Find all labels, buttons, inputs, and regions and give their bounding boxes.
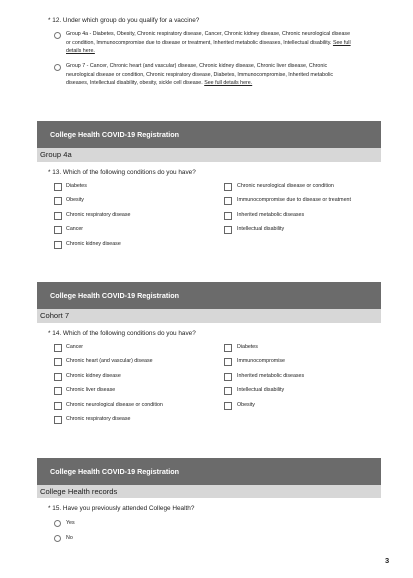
label-diabetes: Diabetes	[66, 183, 87, 189]
checkbox-cancer-c7[interactable]	[54, 344, 62, 352]
radio-group-7[interactable]	[54, 64, 61, 71]
section-subheader-cohort-7: Cohort 7	[37, 309, 381, 323]
question-15: * 15. Have you previously attended College Health?	[48, 505, 195, 512]
checkbox-intellectual-disability-c7[interactable]	[224, 387, 232, 395]
label-intellectual-disability: Intellectual disability	[237, 226, 285, 232]
label-intellectual-disability-c7: Intellectual disability	[237, 387, 285, 393]
radio-group-4a[interactable]	[54, 32, 61, 39]
label-chronic-liver: Chronic liver disease	[66, 387, 116, 393]
section-banner-2: College Health COVID-19 Registration	[37, 282, 381, 309]
checkbox-immunocompromise[interactable]	[224, 197, 232, 205]
section-subheader-college-health-records: College Health records	[37, 485, 381, 498]
checkbox-chronic-liver[interactable]	[54, 387, 62, 395]
section-subheader-group-4a: Group 4a	[37, 148, 381, 162]
checkbox-chronic-kidney-c7[interactable]	[54, 373, 62, 381]
label-chronic-kidney: Chronic kidney disease	[66, 241, 121, 247]
radio-yes[interactable]	[54, 520, 61, 527]
label-cancer-c7: Cancer	[66, 344, 84, 350]
option-group-7-line1: Group 7 - Cancer, Chronic heart (and vascular) disease, Chronic kidney disease, Chronic liver disease, Chronic	[66, 63, 328, 69]
label-chronic-respiratory-c7: Chronic respiratory disease	[66, 416, 131, 422]
checkbox-chronic-kidney[interactable]	[54, 241, 62, 249]
page-number: 3	[385, 556, 390, 565]
checkbox-chronic-respiratory[interactable]	[54, 212, 62, 220]
details-link-group-7[interactable]: See full details here.	[204, 80, 253, 87]
option-group-7-line2: neurological disease or condition, Chronic respiratory disease, Diabetes, Immunocompromise, Inherited metabolic	[66, 71, 334, 78]
radio-no[interactable]	[54, 535, 61, 542]
label-immunocompromise: Immunocompromise due to disease or treatment	[237, 197, 351, 203]
option-group-4a-line1: Group 4a - Diabetes, Obesity, Chronic respiratory disease, Cancer, Chronic kidney disease, Chronic neurological disease	[66, 31, 351, 37]
checkbox-intellectual-disability[interactable]	[224, 226, 232, 234]
checkbox-chronic-neurological[interactable]	[224, 183, 232, 191]
label-yes: Yes	[66, 520, 75, 526]
label-chronic-neurological-c7: Chronic neurological disease or condition	[66, 402, 163, 408]
option-group-4a	[66, 30, 396, 56]
section-banner-1: College Health COVID-19 Registration	[37, 121, 381, 148]
label-chronic-kidney-c7: Chronic kidney disease	[66, 373, 121, 379]
label-obesity: Obesity	[66, 197, 84, 203]
label-cancer: Cancer	[66, 226, 84, 232]
checkbox-diabetes-c7[interactable]	[224, 344, 232, 352]
checkbox-obesity-c7[interactable]	[224, 402, 232, 410]
question-13: * 13. Which of the following conditions do you have?	[48, 169, 196, 176]
label-obesity-c7: Obesity	[237, 402, 255, 408]
section-banner-3: College Health COVID-19 Registration	[37, 458, 381, 485]
checkbox-diabetes[interactable]	[54, 183, 62, 191]
checkbox-chronic-neurological-c7[interactable]	[54, 402, 62, 410]
label-chronic-respiratory: Chronic respiratory disease	[66, 212, 131, 218]
option-group-7	[66, 62, 396, 88]
checkbox-chronic-respiratory-c7[interactable]	[54, 416, 62, 424]
label-chronic-heart: Chronic heart (and vascular) disease	[66, 358, 153, 364]
question-14: * 14. Which of the following conditions do you have?	[48, 330, 196, 337]
label-inherited-metabolic-c7: Inherited metabolic diseases	[237, 373, 305, 379]
checkbox-inherited-metabolic[interactable]	[224, 212, 232, 220]
label-diabetes-c7: Diabetes	[237, 344, 258, 350]
checkbox-inherited-metabolic-c7[interactable]	[224, 373, 232, 381]
checkbox-chronic-heart[interactable]	[54, 358, 62, 366]
details-link-group-4a-cont[interactable]: details here.	[66, 48, 95, 55]
option-group-7-line3: diseases, Intellectual disability, obesity, sickle cell disease.	[66, 80, 203, 87]
question-12: * 12. Under which group do you qualify for a vaccine?	[48, 17, 200, 24]
details-link-group-4a[interactable]: See full	[332, 39, 351, 46]
checkbox-obesity[interactable]	[54, 197, 62, 205]
label-immunocompromise-c7: Immunocompromise	[237, 358, 285, 364]
label-chronic-neurological: Chronic neurological disease or condition	[237, 183, 334, 189]
checkbox-cancer[interactable]	[54, 226, 62, 234]
checkbox-immunocompromise-c7[interactable]	[224, 358, 232, 366]
option-group-4a-line2: or condition, Immunocompromise due to disease or treatment, Inherited metabolic diseases, Intellectual disability.	[66, 39, 332, 46]
label-no: No	[66, 535, 73, 541]
label-inherited-metabolic: Inherited metabolic diseases	[237, 212, 305, 218]
